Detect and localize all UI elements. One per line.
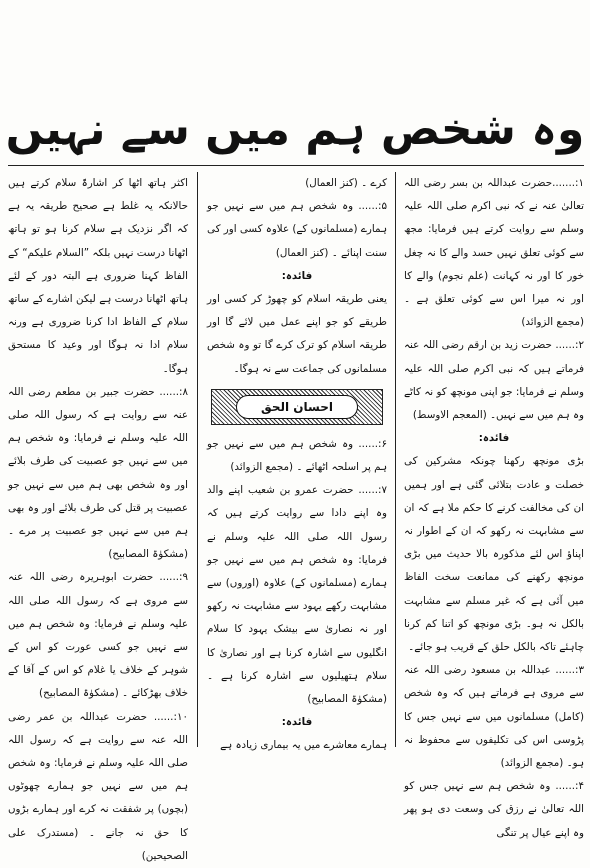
column-divider-right bbox=[395, 172, 396, 747]
paragraph: ۸:...... حضرت جبیر بن مطعم رضی اللہ عنہ سے روایت ہے کہ رسول اللہ صلی اللہ علیہ وسلم نے فرمایا: وہ شخص ہم میں سے نہیں جو عصبیت کی طرف بلائے اور وہ شخص بھی ہم میں سے نہیں جو عصبیت پر قتل کی طرف بلائے اور وہ بھی ہم میں سے نہیں جو عصبیت پر مرے ۔ (مشکوٰۃ المصابیح) bbox=[8, 385, 188, 561]
paragraph: ۶:...... وہ شخص ہم میں سے نہیں جو ہم پر اسلحہ اٹھائے ۔ (مجمع الزوائد) bbox=[207, 437, 387, 474]
paragraph: ۴:...... وہ شخص ہم سے نہیں جس کو اللہ تعالیٰ نے رزق کی وسعت دی ہو پھر وہ اپنے عیال پر تنگی bbox=[404, 780, 584, 839]
page-title: وہ شخص ہم میں سے نہیں bbox=[5, 104, 585, 155]
paragraph: ۷:...... حضرت عمرو بن شعیب اپنے والد وہ اپنے دادا سے روایت کرتے ہیں کہ رسول اللہ صلی اللہ علیہ وسلم نے فرمایا: وہ شخص ہم میں سے نہیں جو ہمارے (مسلمانوں کے) علاوہ (اوروں) سے مشابہت رکھے یہود سے مشابہت نہ رکھو اور نہ نصاریٰ سے بیشک یہود کا سلام انگلیوں سے اشارہ کرنا ہے اور نصاریٰ کا سلام ہتھیلیوں سے اشارہ کرنا ہے ۔ (مشکوٰۃ المصابیح) bbox=[207, 484, 387, 706]
column-divider-left bbox=[197, 172, 198, 747]
paragraph: یعنی طریقہ اسلام کو چھوڑ کر کسی اور طریقے کو جو اپنے عمل میں لائے گا اور طریقہ اسلام کو ترک کرے گا تو وہ شخص مسلمانوں کی جماعت سے نہ ہوگا۔ bbox=[207, 293, 387, 375]
author-name: احسان الحق bbox=[236, 395, 358, 419]
section-heading: فائدہ: bbox=[281, 269, 313, 282]
section-heading: فائدہ: bbox=[281, 716, 313, 729]
paragraph: ۱:.......حضرت عبداللہ بن بسر رضی اللہ تعالیٰ عنہ نے کہ نبی اکرم صلی اللہ علیہ وسلم سے روایت کرتے ہیں فرمایا: مجھ سے کوئی تعلق نہیں حسد والے کا نہ چغل خور کا اور نہ کہانت (علم نجوم) والے کا اور نہ میرا اس سے کوئی تعلق ہے ۔(مجمع الزوائد) bbox=[404, 177, 584, 329]
column-left bbox=[8, 172, 188, 862]
paragraph: ۹:...... حضرت ابوہریرہ رضی اللہ عنہ سے مروی ہے کہ رسول اللہ صلی اللہ علیہ وسلم نے فرمایا: وہ شخص ہم میں سے نہیں جو کسی عورت کو اس کے شوہر کے خلاف یا غلام کو اس کے آقا کے خلاف بھڑکائے ۔ (مشکوٰۃ المصابیح) bbox=[8, 571, 188, 700]
paragraph: کرے ۔ (کنز العمال) bbox=[305, 177, 387, 189]
paragraph: ۲:...... حضرت زید بن ارقم رضی اللہ عنہ فرماتے ہیں کہ نبی اکرم صلی اللہ علیہ وسلم نے فرمایا: جو اپنی مونچھ کو نہ کاٹے وہ ہم میں سے نہیں۔ (المعجم الاوسط) bbox=[404, 339, 584, 422]
paragraph: ۱۰:...... حضرت عبداللہ بن عمر رضی اللہ عنہ سے روایت ہے کہ رسول اللہ صلی اللہ علیہ وسلم نے فرمایا: وہ شخص ہم میں سے نہیں جو ہمارے چھوٹوں (بچوں) پر شفقت نہ کرے اور ہمارے بڑوں کا حق نہ جانے ۔ (مستدرک علی الصحیحین) bbox=[8, 710, 188, 862]
paragraph: بڑی مونچھ رکھنا چونکہ مشرکین کی خصلت و عادت بتلائی گئی ہے اور ہمیں ان کی مخالفت کرنے کا حکم ملا ہے کہ ان سے مشابہت نہ رکھو کہ ان کے اطوار نہ اپناؤ اس لئے مذکورہ بالا حدیث میں بڑی مونچھ رکھنے کی ممانعت سخت الفاظ میں آئی ہے کہ غیر مسلم سے مشابہت بالکل نہ ہو۔ بڑی مونچھ کو اتنا کم کرنا چاہئے تاکہ بالکل حلق کے قریب ہو جائے۔ bbox=[404, 455, 584, 654]
section-heading: فائدہ: bbox=[478, 432, 510, 445]
paragraph: ۳:...... عبداللہ بن مسعود رضی اللہ عنہ سے مروی ہے فرماتے ہیں کہ وہ شخص (کامل) مسلمانوں میں سے نہیں جس کا پڑوسی اس کی تکلیفوں سے محفوظ نہ ہو۔ (مجمع الزوائد) bbox=[404, 664, 584, 770]
column-right bbox=[404, 172, 584, 839]
paragraph: ہمارے معاشرے میں یہ بیماری زیادہ ہے bbox=[220, 739, 387, 752]
column-middle bbox=[207, 172, 387, 752]
paragraph: ۵:...... وہ شخص ہم میں سے نہیں جو ہمارے (مسلمانوں کے) علاوہ کسی اور کی سنت اپنائے ۔ (کنز العمال) bbox=[207, 200, 387, 259]
author-banner bbox=[211, 389, 383, 425]
top-rule bbox=[8, 165, 584, 166]
paragraph: اکثر ہاتھ اٹھا کر اشارۃً سلام کرتے ہیں حالانکہ یہ غلط ہے صحیح طریقہ یہ ہے کہ اگر نزدیک ہے سلام کرنا ہو تو ہاتھ اٹھانا درست نہیں بلکہ ”السلام علیکم“ کے الفاظ کہنا ضروری ہے البتہ دور کے لئے ہاتھ اٹھانا درست ہے لیکن اشارے کے ساتھ سلام کے الفاظ ادا کرنا ضروری ہے ورنہ سلام ادا نہ ہوگا اور وعید کا مستحق ہوگا۔ bbox=[8, 177, 188, 375]
